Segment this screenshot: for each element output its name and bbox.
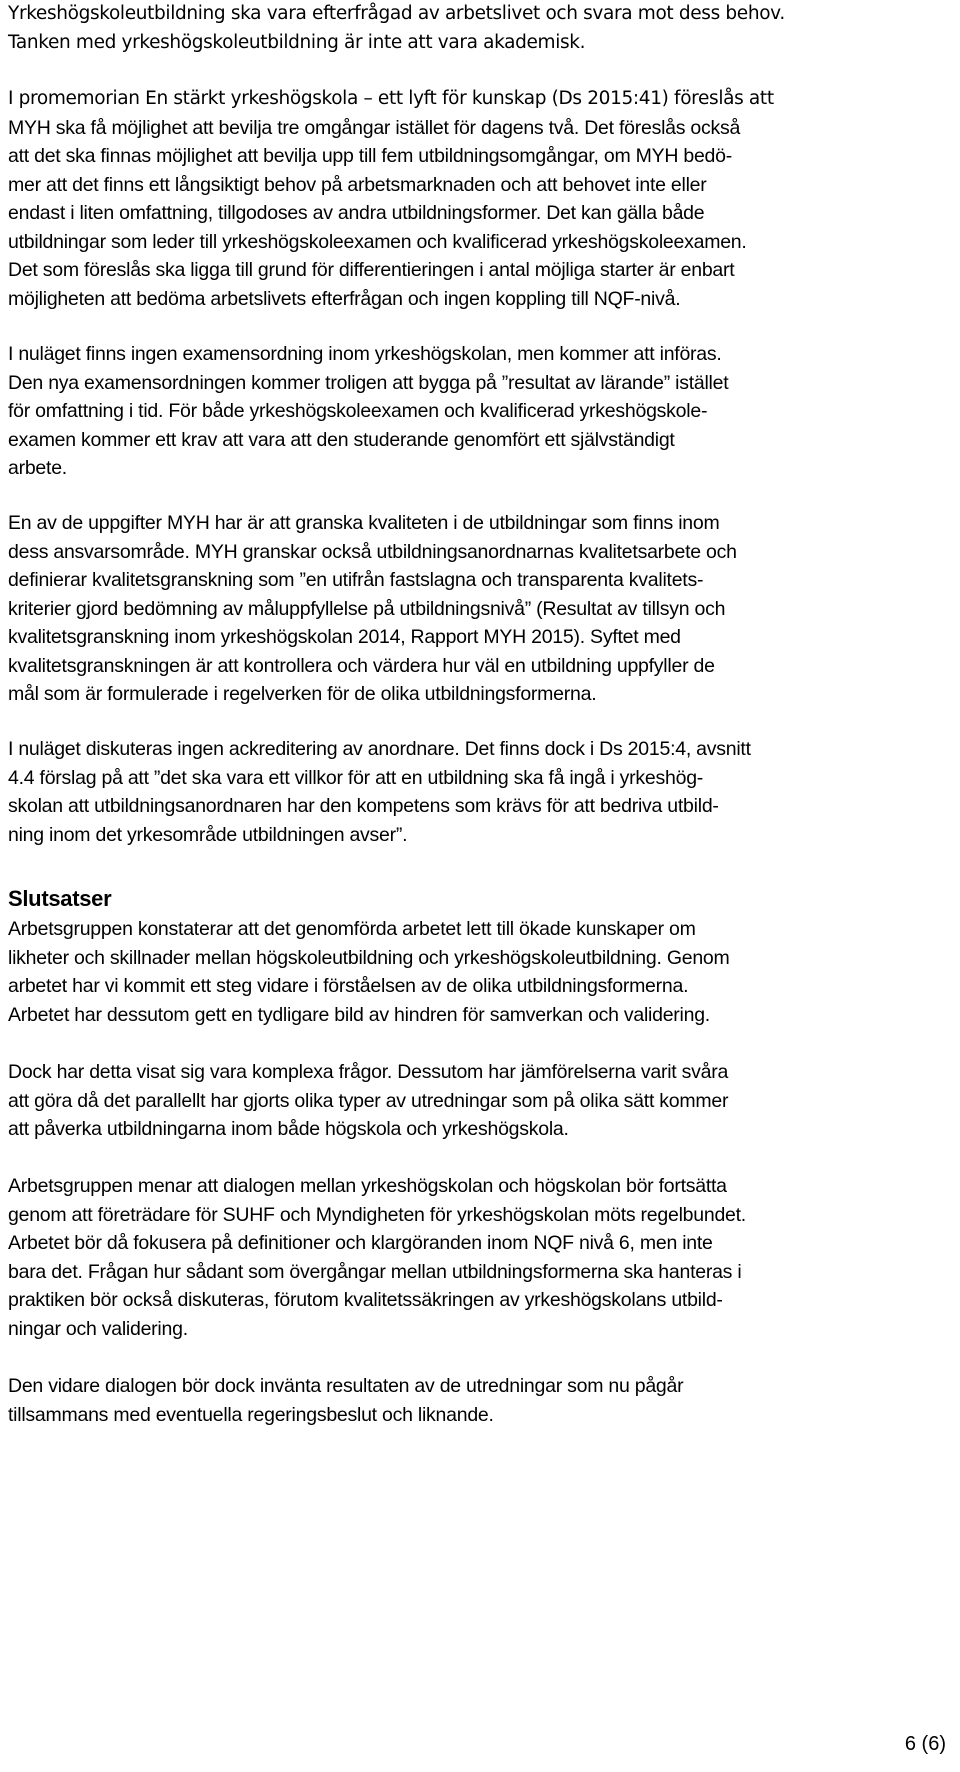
text-line: 4.4 förslag på att ”det ska vara ett villkor för att en utbildning ska få ingå i yrkeshög-: [8, 766, 704, 789]
paragraph-ackreditering: [8, 735, 952, 849]
paragraph-examensordning: [8, 340, 952, 483]
text-line: I promemorian En stärkt yrkeshögskola – ett lyft för kunskap (Ds 2015:41) föreslås att: [8, 88, 774, 109]
text-line: att påverka utbildningarna inom både högskola och yrkeshögskola.: [8, 1118, 569, 1140]
text-line: ning inom det yrkesområde utbildningen avser”.: [8, 823, 408, 846]
text-line: likheter och skillnader mellan högskoleutbildning och yrkeshögskoleutbildning. Genom: [8, 946, 730, 969]
text-line: Den vidare dialogen bör dock invänta resultaten av de utredningar som nu pågår: [8, 1375, 684, 1397]
text-line: praktiken bör också diskuteras, förutom kvalitetssäkringen av yrkeshögskolans utbild-: [8, 1289, 723, 1311]
text-line: att det ska finnas möjlighet att bevilja upp till fem utbildningsomgångar, om MYH bedö-: [8, 145, 732, 167]
text-line: kvalitetsgranskningen är att kontrollera och värdera hur väl en utbildning uppfyller de: [8, 654, 715, 677]
text-line: mer att det finns ett långsiktigt behov på arbetsmarknaden och att behovet inte eller: [8, 173, 707, 196]
text-line: Tanken med yrkeshögskoleutbildning är inte att vara akademisk.: [8, 31, 586, 53]
text-line: utbildningar som leder till yrkeshögskoleexamen och kvalificerad yrkeshögskoleexamen.: [8, 230, 747, 253]
text-line: MYH ska få möjlighet att bevilja tre omgångar istället för dagens två. Det föreslås också: [8, 116, 741, 139]
text-line: kvalitetsgranskning inom yrkeshögskolan 2014, Rapport MYH 2015). Syftet med: [8, 626, 681, 648]
text-line: mål som är formulerade i regelverken för de olika utbildningsformerna.: [8, 683, 597, 705]
text-line: att göra då det parallellt har gjorts olika typer av utredningar som på olika sätt kommer: [8, 1089, 729, 1112]
text-line: En av de uppgifter MYH har är att granska kvaliteten i de utbildningar som finns inom: [8, 512, 720, 534]
text-line: ningar och validering.: [8, 1317, 188, 1340]
text-line: Arbetet har dessutom gett en tydligare bild av hindren för samverkan och validering.: [8, 1003, 710, 1026]
text-line: kriterier gjord bedömning av måluppfyllelse på utbildningsnivå” (Resultat av tillsyn och: [8, 597, 726, 620]
text-line: Arbetet bör då fokusera på definitioner och klargöranden inom NQF nivå 6, men inte: [8, 1232, 713, 1254]
text-line: Arbetsgruppen konstaterar att det genomförda arbetet lett till ökade kunskaper om: [8, 918, 696, 940]
text-line: endast i liten omfattning, tillgodoses av andra utbildningsformer. Det kan gälla både: [8, 202, 705, 224]
text-line: bara det. Frågan hur sådant som övergångar mellan utbildningsformerna ska hanteras i: [8, 1260, 742, 1283]
page-number: 6 (6): [904, 1733, 946, 1755]
text-line: examen kommer ett krav att vara att den studerande genomfört ett självständigt: [8, 428, 675, 451]
text-line: Den nya examensordningen kommer troligen att bygga på ”resultat av lärande” istället: [8, 371, 729, 394]
text-line: tillsammans med eventuella regeringsbeslut och liknande.: [8, 1403, 494, 1426]
paragraph-ds-2015-41: [8, 85, 952, 313]
text-line: arbetet har vi kommit ett steg vidare i förståelsen av de olika utbildningsformerna.: [8, 975, 689, 997]
text-line: I nuläget finns ingen examensordning inom yrkeshögskolan, men kommer att införas.: [8, 343, 722, 365]
text-line: I nuläget diskuteras ingen ackreditering av anordnare. Det finns dock i Ds 2015:4, avsnitt: [8, 738, 751, 760]
text-line: definierar kvalitetsgranskning som ”en utifrån fastslagna och transparenta kvalitets-: [8, 569, 704, 591]
paragraph-konstaterar: [8, 915, 952, 1029]
intro-paragraph: [8, 0, 952, 57]
paragraph-dialog: [8, 1172, 952, 1343]
text-line: dess ansvarsområde. MYH granskar också utbildningsanordnarnas kvalitetsarbete och: [8, 540, 737, 563]
paragraph-kvalitetsgranskning: [8, 509, 952, 709]
text-line: genom att företrädare för SUHF och Myndigheten för yrkeshögskolan möts regelbundet.: [8, 1203, 746, 1226]
text-line: Arbetsgruppen menar att dialogen mellan yrkeshögskolan och högskolan bör fortsätta: [8, 1175, 727, 1197]
text-line: för omfattning i tid. För både yrkeshögskoleexamen och kvalificerad yrkeshögskole-: [8, 400, 708, 422]
text-line: Yrkeshögskoleutbildning ska vara efterfrågad av arbetslivet och svara mot dess behov.: [8, 3, 785, 24]
text-line: skolan att utbildningsanordnaren har den kompetens som krävs för att bedriva utbild-: [8, 795, 719, 817]
text-line: Det som föreslås ska ligga till grund för differentieringen i antal möjliga starter är enbart: [8, 259, 735, 281]
text-line: möjligheten att bedöma arbetslivets efterfrågan och ingen koppling till NQF-nivå.: [8, 287, 681, 310]
text-line: arbete.: [8, 457, 67, 479]
paragraph-komplexa-fragor: [8, 1058, 952, 1144]
text-line: Dock har detta visat sig vara komplexa frågor. Dessutom har jämförelserna varit svåra: [8, 1061, 729, 1083]
paragraph-vidare-dialog: [8, 1372, 952, 1429]
section-heading: Slutsatser: [8, 886, 112, 911]
